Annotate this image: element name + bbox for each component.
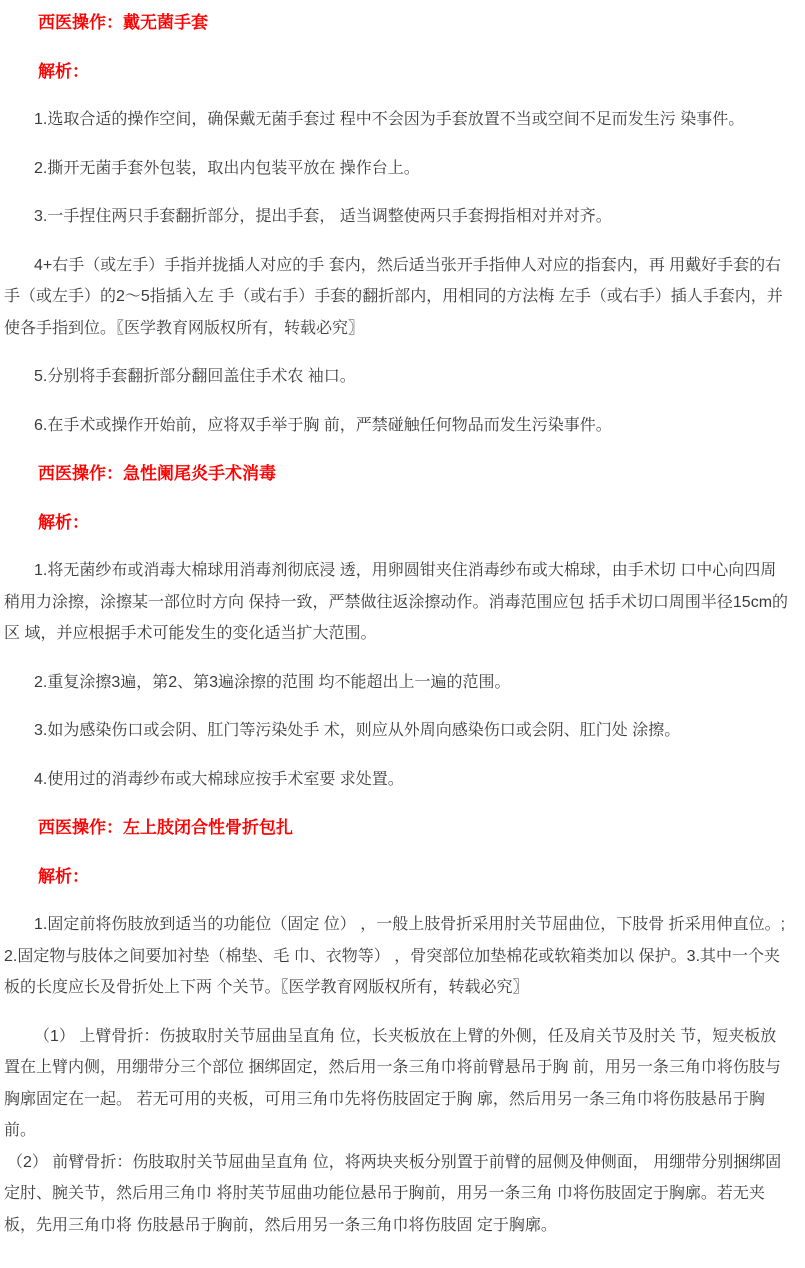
paragraph: 3.如为感染伤口或会阴、肛门等污染处手 术，则应从外周向感染伤口或会阴、肛门处 涂擦。	[34, 722, 681, 739]
section-title: 西医操作：左上肢闭合性骨折包扎	[38, 818, 293, 837]
section-title: 西医操作：急性阑尾炎手术消毒	[38, 464, 276, 483]
paragraph: 1.将无菌纱布或消毒大棉球用消毒剂彻底浸 透，用卵圆钳夹住消毒纱布或大棉球，由手术切 口中心向四周稍用力涂擦，涂擦某一部位时方向 保持一致，严禁做往返涂擦动作。消毒范围应包 括手术切口周围半径15cm的区 域，并应根据手术可能发生的变化适当扩大范围。	[4, 562, 789, 642]
section	[4, 812, 791, 1241]
section-subtitle: 解析：	[38, 866, 89, 886]
paragraph: 6.在手术或操作开始前，应将双手举于胸 前，严禁碰触任何物品而发生污染事件。	[34, 416, 612, 434]
section	[4, 7, 791, 441]
paragraph: 1.选取合适的操作空间，确保戴无菌手套过 程中不会因为手套放置不当或空间不足而发生污 染事件。	[34, 111, 745, 128]
paragraph: 2.重复涂擦3遍，第2、第3遍涂擦的范围 均不能超出上一遍的范围。	[34, 673, 511, 691]
paragraph: 1.固定前将伤肢放到适当的功能位（固定 位） ，一般上肢骨折采用肘关节屈曲位，下肢骨 折采用伸直位。;2.固定物与肢体之间要加衬垫（棉垫、毛 巾、衣物等） ，骨突部位加垫棉花或软箱类加以 保护。3.其中一个夹板的长度应长及骨折处上下两 个关节。〖医学教育网版权所有，转载必究〗	[4, 916, 786, 996]
paragraph: 2.撕开无菌手套外包装，取出内包装平放在 操作台上。	[34, 159, 420, 177]
paragraph: （2） 前臂骨折：伤肢取肘关节屈曲呈直角 位，将两块夹板分别置于前臂的屈侧及伸侧面， 用绷带分别捆绑固定肘、腕关节，然后用三角巾 将肘芙节屈曲功能位悬吊于胸前，用另一条三角 巾将伤肢固定于胸廓。若无夹板，先用三角巾将 伤肢悬吊于胸前，然后用另一条三角巾将伤肢固 定于胸廓。	[4, 1153, 782, 1234]
paragraph: 5.分别将手套翻折部分翻回盖住手术农 袖口。	[34, 368, 356, 385]
section-subtitle: 解析：	[38, 61, 89, 81]
section	[4, 458, 791, 795]
paragraph: 4.使用过的消毒纱布或大棉球应按手术室要 求处置。	[34, 770, 404, 788]
section-subtitle: 解析：	[38, 512, 89, 532]
section-title: 西医操作：戴无菌手套	[38, 13, 208, 32]
paragraph: （1） 上臂骨折：伤披取肘关节屈曲呈直角 位，长夹板放在上臂的外侧，任及肩关节及肘关 节，短夹板放置在上臂内侧，用绷带分三个部位 捆绑固定，然后用一条三角巾将前臂悬吊于胸 前，用另一条三角巾将伤肢与胸廓固定在一起。 若无可用的夹板，可用三角巾先将伤肢固定于胸 廓，然后用另一条三角巾将伤肢悬吊于胸前。	[4, 1027, 781, 1139]
paragraph: 4+右手（或左手）手指并拢插人对应的手 套内，然后适当张开手指伸人对应的指套内，再 用戴好手套的右手（或左手）的2～5指插入左 手（或右手）手套的翻折部内，用相同的方法梅 左手（或右手）插人手套内，并使各手指到位。〖医学教育网版权所有，转载必究〗	[4, 256, 783, 337]
paragraph: 3.一手捏住两只手套翻折部分，提出手套， 适当调整使两只手套拇指相对并对齐。	[34, 208, 612, 225]
